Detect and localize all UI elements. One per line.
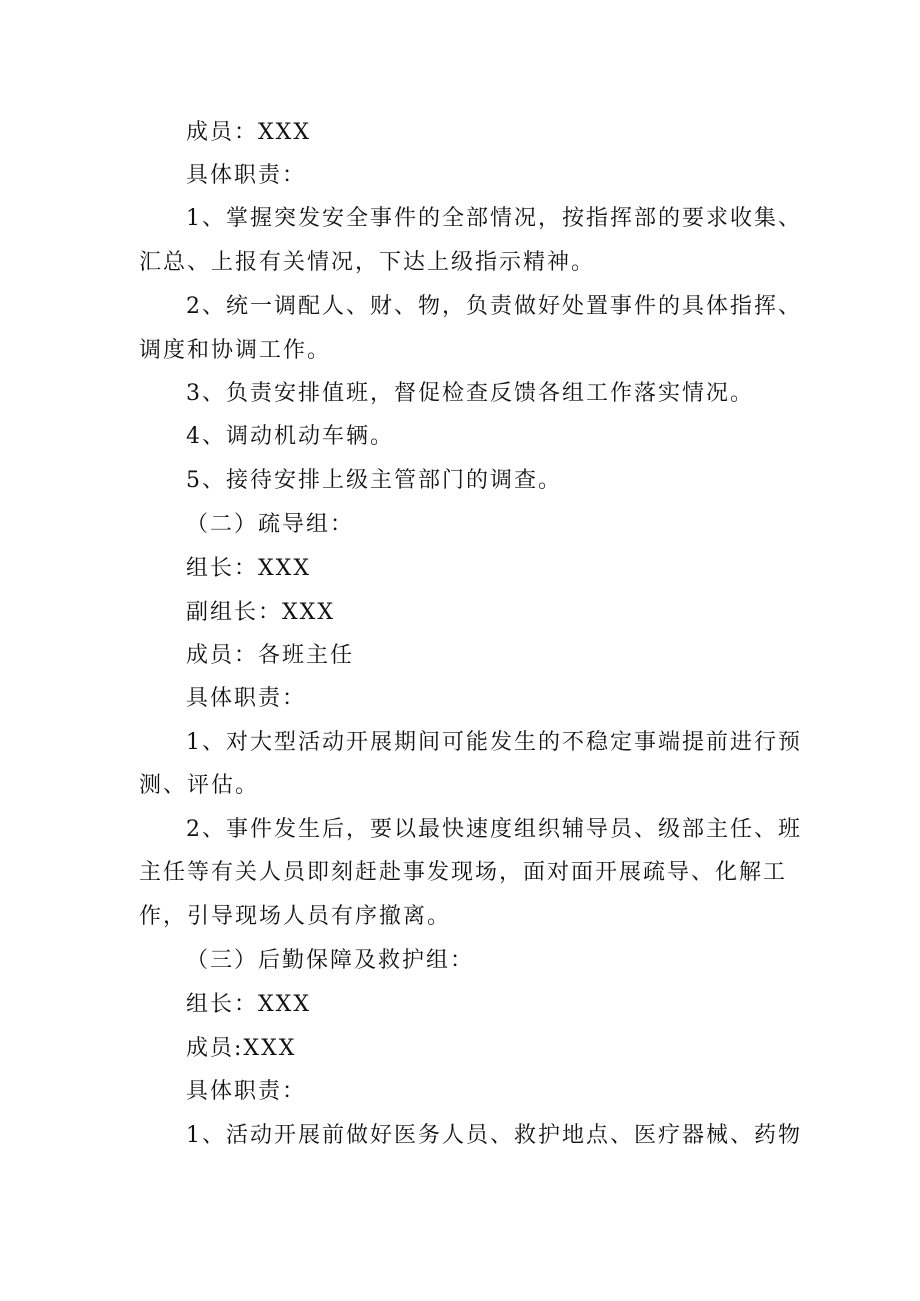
duty-item-2: 2、事件发生后，要以最快速度组织辅导员、级部主任、班 xyxy=(186,817,802,842)
duty-item-1: 1、活动开展前做好医务人员、救护地点、医疗器械、药物 xyxy=(186,1123,802,1148)
deputy-leader-line: 副组长：XXX xyxy=(186,600,335,625)
duties-heading: 具体职责： xyxy=(186,686,307,711)
duties-heading: 具体职责： xyxy=(186,163,307,188)
duty-item-2-cont: 调度和协调工作。 xyxy=(139,338,332,363)
section-heading-2: （二）疏导组： xyxy=(186,512,355,537)
duty-item-2-cont: 作，引导现场人员有序撤离。 xyxy=(139,904,452,929)
duty-item-3: 3、负责安排值班，督促检查反馈各组工作落实情况。 xyxy=(186,381,754,406)
leader-line: 组长：XXX xyxy=(186,992,311,1017)
duty-item-1-cont: 汇总、上报有关情况，下达上级指示精神。 xyxy=(139,250,596,275)
duty-item-1: 1、掌握突发安全事件的全部情况，按指挥部的要求收集、 xyxy=(186,206,802,231)
leader-line: 组长：XXX xyxy=(186,556,311,581)
duty-item-2: 2、统一调配人、财、物，负责做好处置事件的具体指挥、 xyxy=(186,294,802,319)
duty-item-4: 4、调动机动车辆。 xyxy=(186,424,394,449)
duty-item-1: 1、对大型活动开展期间可能发生的不稳定事端提前进行预 xyxy=(186,730,802,755)
duty-item-2-cont: 主任等有关人员即刻赶赴事发现场，面对面开展疏导、化解工 xyxy=(139,860,788,885)
duties-heading: 具体职责： xyxy=(186,1079,307,1104)
member-line: 成员：XXX xyxy=(186,120,311,145)
section-heading-3: （三）后勤保障及救护组： xyxy=(186,948,475,973)
duty-item-1-cont: 测、评估。 xyxy=(139,773,260,798)
member-line: 成员：各班主任 xyxy=(186,643,355,668)
member-line: 成员:XXX xyxy=(186,1036,297,1061)
duty-item-5: 5、接待安排上级主管部门的调查。 xyxy=(186,468,562,493)
